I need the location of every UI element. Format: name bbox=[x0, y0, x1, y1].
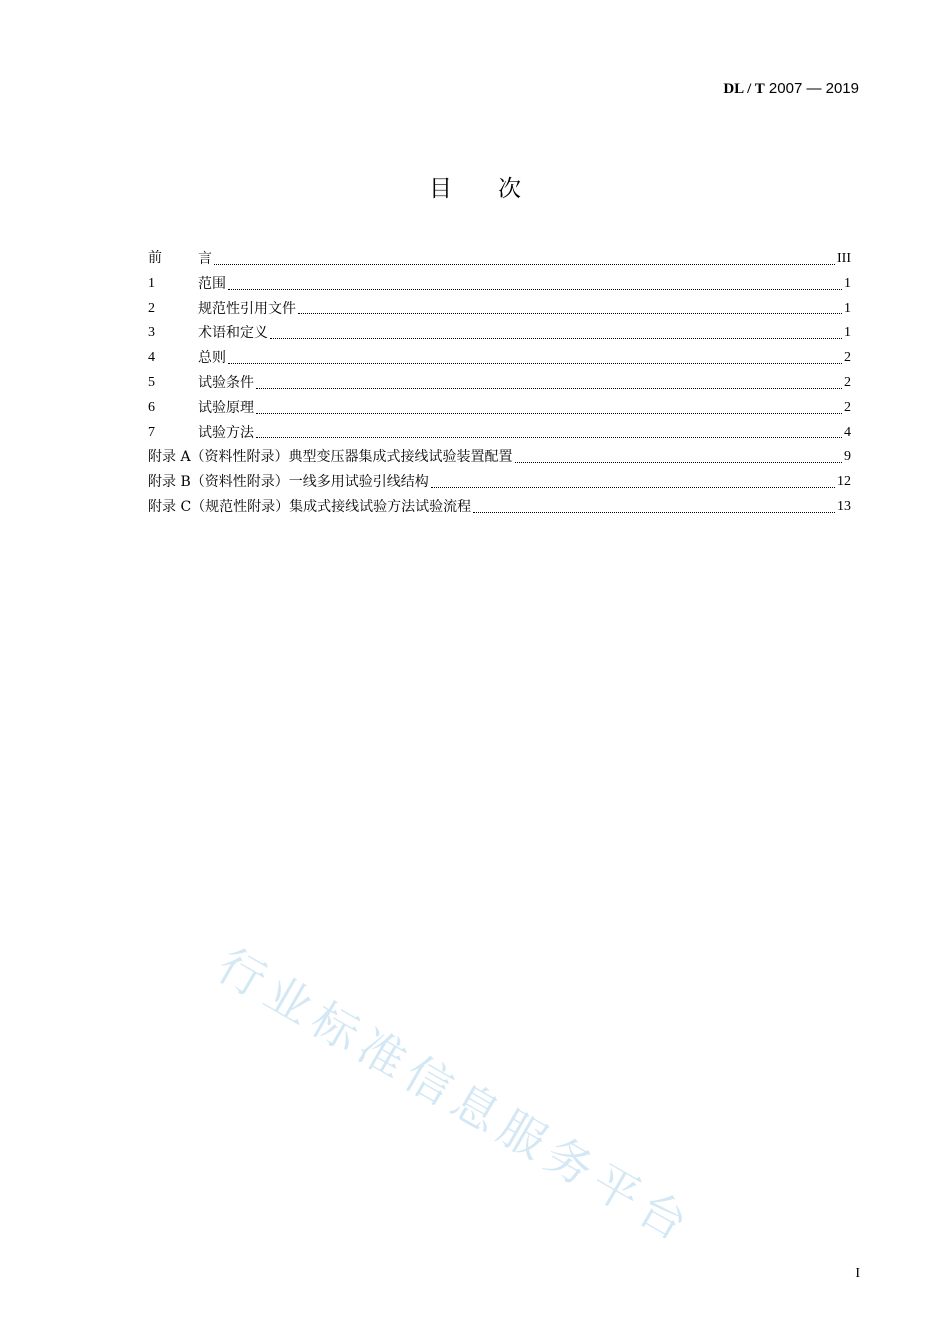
watermark: 行业标准信息服务平台 bbox=[208, 937, 704, 1255]
toc-entry-scope[interactable] bbox=[148, 272, 851, 297]
toc-entry-title: 试验原理 bbox=[198, 399, 254, 416]
toc-entry-page: 12 bbox=[837, 474, 851, 490]
toc-entry-page: 9 bbox=[844, 449, 851, 465]
toc-entry-title: 附录 B（资料性附录）一线多用试验引线结构 bbox=[148, 474, 429, 491]
toc-entry-title: 范围 bbox=[198, 275, 226, 292]
toc-entry-appendix-a[interactable] bbox=[148, 445, 851, 470]
toc-leader-dots bbox=[214, 264, 835, 265]
toc-entry-title: 言 bbox=[198, 251, 212, 267]
toc-entry-title: 术语和定义 bbox=[198, 325, 268, 342]
toc-entry-page: 2 bbox=[844, 350, 851, 366]
toc-entry-number: 4 bbox=[148, 350, 155, 366]
toc-entry-number: 5 bbox=[148, 374, 155, 390]
toc-entry-number: 7 bbox=[148, 424, 155, 440]
toc-leader-dots bbox=[228, 363, 842, 364]
toc-entry-page: 1 bbox=[844, 275, 851, 291]
toc-entry-page: 1 bbox=[844, 325, 851, 341]
toc-entry-test-principle[interactable] bbox=[148, 396, 851, 421]
toc-leader-dots bbox=[228, 289, 842, 290]
toc-entry-page: 1 bbox=[844, 300, 851, 316]
toc-entry-number: 2 bbox=[148, 300, 155, 316]
toc-entry-title: 附录 A（资料性附录）典型变压器集成式接线试验装置配置 bbox=[148, 449, 513, 466]
toc-entry-title: 试验方法 bbox=[198, 424, 254, 441]
toc-entry-normative-references[interactable] bbox=[148, 297, 851, 322]
toc-entry-page: 2 bbox=[844, 399, 851, 415]
toc-entry-terms-definitions[interactable] bbox=[148, 321, 851, 346]
standard-code-number: 2007 — 2019 bbox=[764, 80, 859, 97]
toc-entry-title: 附录 C（规范性附录）集成式接线试验方法试验流程 bbox=[148, 498, 472, 515]
toc-entry-title: 规范性引用文件 bbox=[198, 300, 296, 317]
toc-entry-appendix-b[interactable] bbox=[148, 470, 851, 495]
toc-entry-number: 3 bbox=[148, 325, 155, 341]
toc-entry-general[interactable] bbox=[148, 346, 851, 371]
table-of-contents bbox=[148, 247, 851, 520]
standard-code-header bbox=[723, 80, 859, 98]
toc-leader-dots bbox=[256, 388, 842, 389]
toc-leader-dots bbox=[473, 512, 835, 513]
toc-leader-dots bbox=[431, 487, 835, 488]
standard-code-prefix: DL / T bbox=[723, 81, 765, 97]
toc-entry-number: 前 bbox=[148, 251, 162, 266]
toc-entry-appendix-c[interactable] bbox=[148, 495, 851, 520]
toc-entry-page: 4 bbox=[844, 424, 851, 440]
toc-entry-title: 总则 bbox=[198, 350, 226, 367]
toc-leader-dots bbox=[256, 413, 842, 414]
toc-leader-dots bbox=[256, 437, 842, 438]
toc-entry-number: 6 bbox=[148, 399, 155, 415]
page-title: 目 次 bbox=[429, 176, 521, 202]
toc-entry-title: 试验条件 bbox=[198, 374, 254, 391]
page-number: I bbox=[855, 1266, 860, 1281]
toc-entry-foreword[interactable] bbox=[148, 247, 851, 272]
toc-entry-page: 13 bbox=[837, 498, 851, 514]
toc-entry-page: 2 bbox=[844, 374, 851, 390]
toc-entry-test-conditions[interactable] bbox=[148, 371, 851, 396]
toc-entry-page: III bbox=[837, 251, 851, 266]
toc-leader-dots bbox=[298, 313, 842, 314]
toc-leader-dots bbox=[270, 338, 842, 339]
toc-entry-number: 1 bbox=[148, 275, 155, 291]
toc-entry-test-method[interactable] bbox=[148, 421, 851, 446]
toc-leader-dots bbox=[515, 462, 842, 463]
